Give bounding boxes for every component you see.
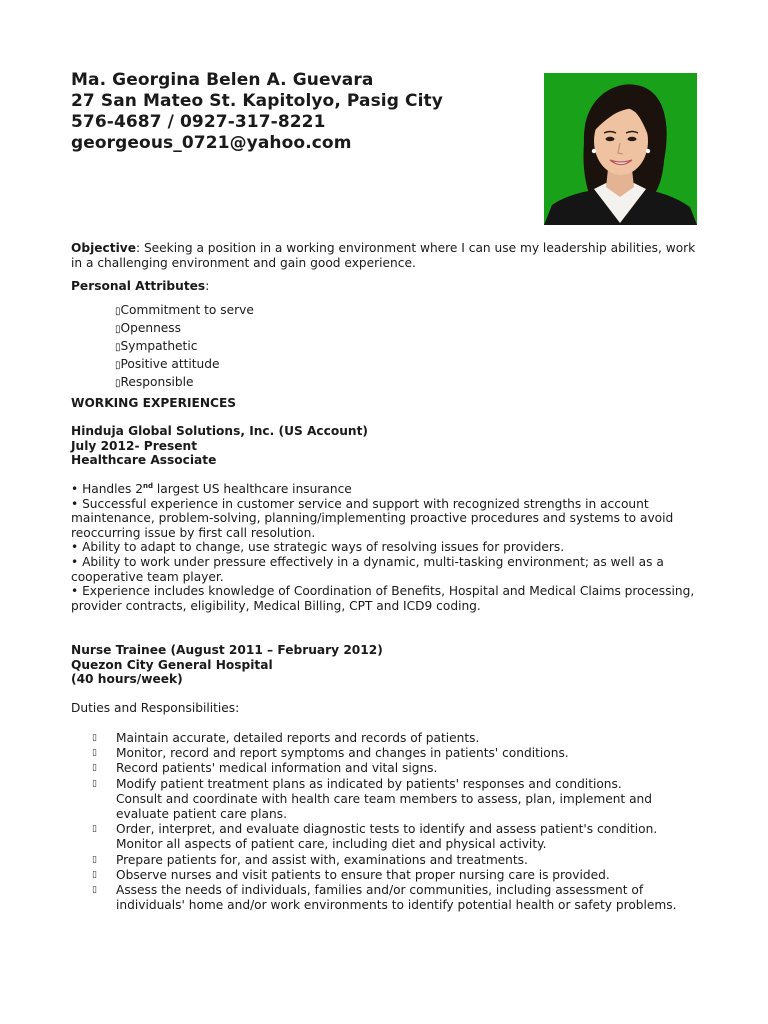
list-item: ▯ Observe nurses and visit patients to ensure that proper nursing care is provided.	[92, 867, 610, 882]
job1-bullet: • Experience includes knowledge of Coordination of Benefits, Hospital and Medical Claims processing, provider contracts, eligibility, Medical Billing, CPT and ICD9 coding.	[71, 584, 695, 613]
missing-glyph-icon: ▯	[92, 824, 97, 835]
missing-glyph-icon: ▯	[92, 733, 97, 743]
duties-list	[92, 731, 702, 913]
missing-glyph-icon: ▯	[115, 378, 121, 389]
job1-bullet: • Ability to adapt to change, use strategic ways of resolving issues for providers.	[71, 540, 565, 555]
missing-glyph-icon: ▯	[92, 869, 97, 880]
objective-text: : Seeking a position in a working environment where I can use my leadership abilities, work in a challenging environment and gain good experience.	[71, 241, 696, 270]
missing-glyph-icon: ▯	[92, 763, 97, 774]
contact-header	[71, 70, 443, 154]
job2-title: Nurse Trainee (August 2011 – February 2012)	[71, 643, 383, 657]
job1-header	[71, 424, 701, 468]
missing-glyph-icon: ▯	[92, 854, 97, 865]
job2-header	[71, 643, 701, 687]
job1-position: Healthcare Associate	[71, 453, 217, 468]
applicant-email: georgeous_0721@yahoo.com	[71, 133, 352, 153]
missing-glyph-icon: ▯	[115, 306, 121, 317]
applicant-photo	[544, 73, 697, 225]
working-experiences-heading: WORKING EXPERIENCES	[71, 396, 237, 410]
list-item: ▯Positive attitude	[115, 357, 220, 371]
objective-section	[71, 241, 701, 270]
list-item: ▯ Prepare patients for, and assist with, examinations and treatments.	[92, 852, 528, 867]
objective-label: Objective	[71, 241, 136, 255]
job1-company: Hinduja Global Solutions, Inc. (US Account)	[71, 424, 369, 438]
job1-bullet: • Successful experience in customer service and support with recognized strengths in account maintenance, problem-solving, planning/implementing proactive procedures and systems to avoid reoccurring issue by first call resolution.	[71, 496, 674, 540]
list-item: ▯Sympathetic	[115, 339, 198, 353]
missing-glyph-icon: ▯	[92, 885, 97, 896]
missing-glyph-icon: ▯	[92, 778, 97, 789]
personal-attributes-list	[115, 302, 254, 392]
list-item: ▯Commitment to serve	[115, 303, 254, 317]
duties-heading: Duties and Responsibilities:	[71, 701, 240, 715]
list-item: ▯ Order, interpret, and evaluate diagnostic tests to identify and assess patient's condition. Monitor all aspects of patient care, including diet and physical activity.	[92, 822, 658, 852]
applicant-address: 27 San Mateo St. Kapitolyo, Pasig City	[71, 91, 443, 111]
applicant-name: Ma. Georgina Belen A. Guevara	[71, 70, 374, 90]
list-item: ▯ Monitor, record and report symptoms and changes in patients' conditions.	[92, 746, 569, 761]
list-item: ▯Openness	[115, 321, 181, 335]
job2-hours: (40 hours/week)	[71, 672, 183, 687]
personal-attributes-heading	[71, 279, 701, 294]
list-item: ▯ Record patients' medical information and vital signs.	[92, 761, 438, 776]
list-item: ▯ Assess the needs of individuals, families and/or communities, including assessment of individuals' home and/or work environments to identify potential health or safety problems.	[92, 883, 677, 913]
list-item: ▯ Modify patient treatment plans as indicated by patients' responses and conditions. Consult and coordinate with health care team members to assess, plan, implement and evaluate patient care plans.	[92, 776, 652, 822]
list-item: ▯ Maintain accurate, detailed reports and records of patients.	[92, 731, 480, 745]
list-item: ▯Responsible	[115, 375, 194, 389]
personal-attributes-colon: :	[205, 279, 210, 293]
job1-bullets	[71, 482, 701, 613]
missing-glyph-icon: ▯	[115, 360, 121, 371]
applicant-phone: 576-4687 / 0927-317-8221	[71, 112, 326, 132]
missing-glyph-icon: ▯	[92, 748, 97, 759]
job1-bullet: • Handles 2nd largest US healthcare insurance	[71, 482, 352, 496]
missing-glyph-icon: ▯	[115, 324, 121, 335]
job1-period: July 2012- Present	[71, 438, 198, 453]
job2-hospital: Quezon City General Hospital	[71, 657, 273, 672]
missing-glyph-icon: ▯	[115, 342, 121, 353]
personal-attributes-title: Personal Attributes	[71, 279, 206, 293]
job1-bullet: • Ability to work under pressure effectively in a dynamic, multi-tasking environment; as well as a cooperative team player.	[71, 554, 664, 584]
